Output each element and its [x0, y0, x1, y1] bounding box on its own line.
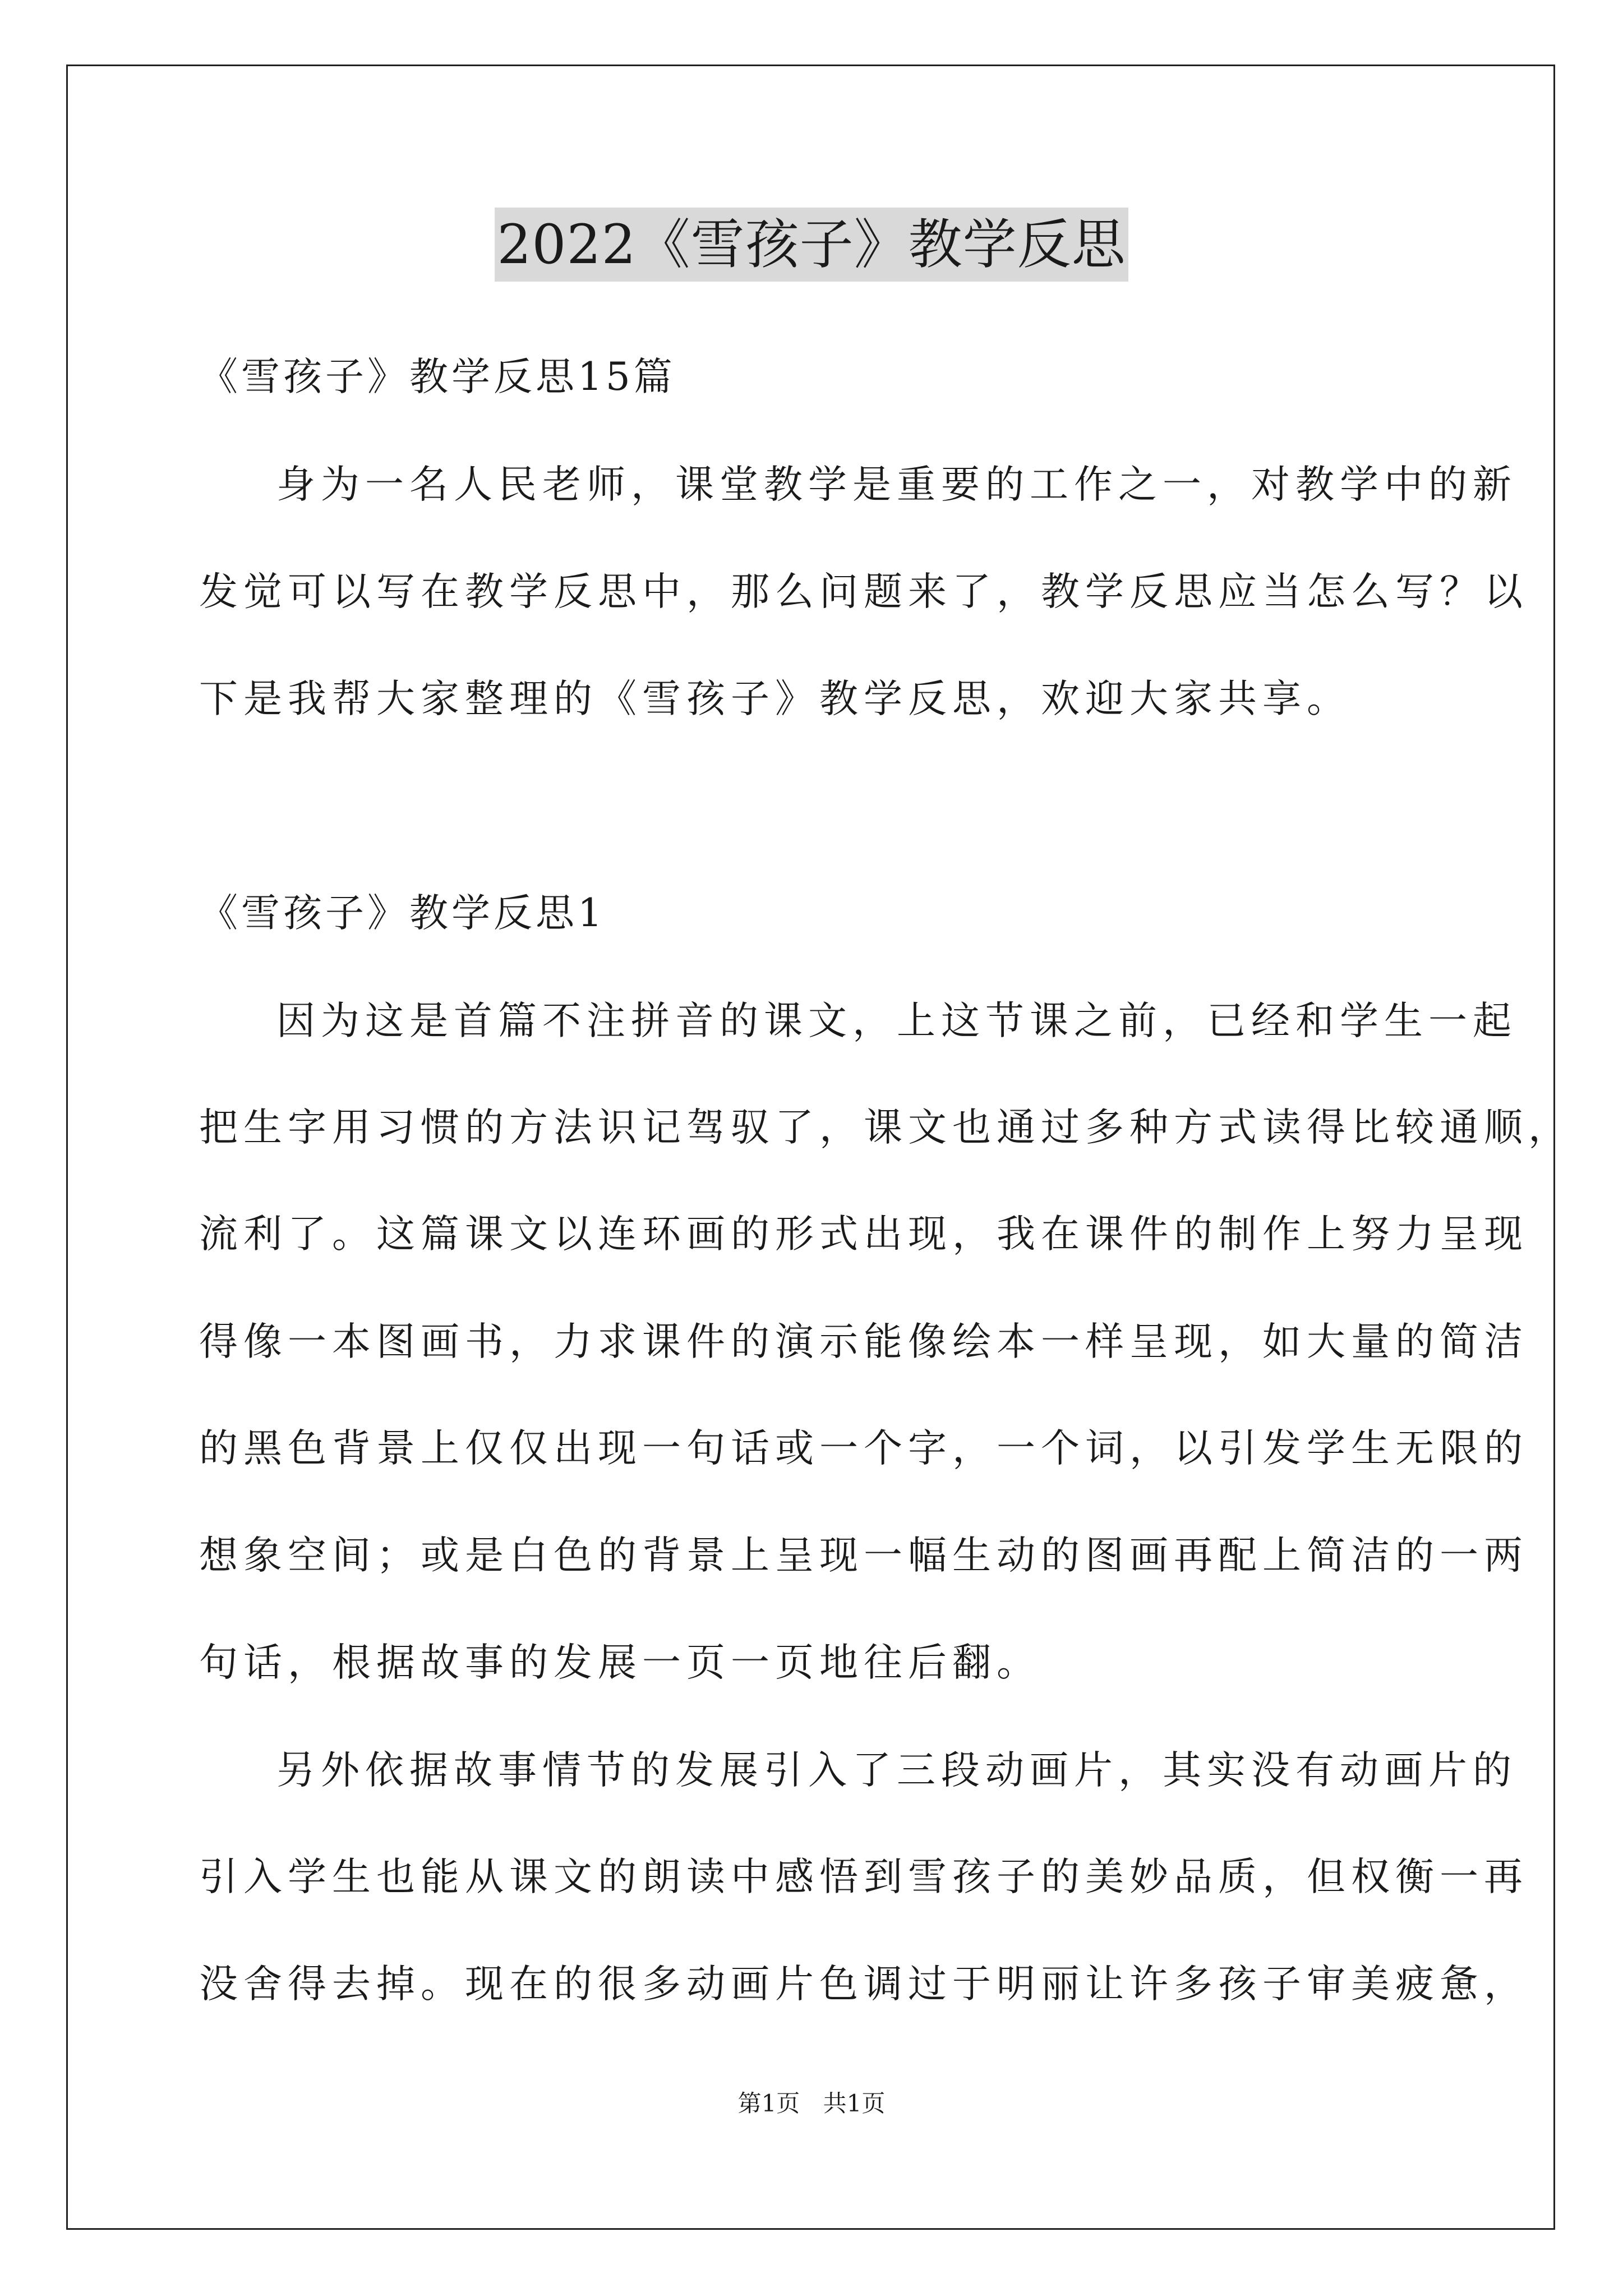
paragraph1-line: 因为这是首篇不注拼音的课文，上这节课之前，已经和学生一起	[276, 999, 1517, 1043]
paragraph2-line: 另外依据故事情节的发展引入了三段动画片，其实没有动画片的	[276, 1748, 1517, 1793]
paragraph1-line: 句话，根据故事的发展一页一页地往后翻。	[199, 1640, 1041, 1685]
paragraph1-line: 流利了。这篇课文以连环画的形式出现，我在课件的制作上努力呈现	[199, 1212, 1528, 1257]
intro-line: 下是我帮大家整理的《雪孩子》教学反思，欢迎大家共享。	[199, 677, 1351, 721]
section-heading: 《雪孩子》教学反思1	[199, 891, 606, 936]
paragraph2-line: 引入学生也能从课文的朗读中感悟到雪孩子的美妙品质，但权衡一再	[199, 1855, 1528, 1899]
page-total: 共1页	[823, 2090, 886, 2117]
title-container	[0, 208, 1623, 282]
paragraph1-line: 得像一本图画书，力求课件的演示能像绘本一样呈现，如大量的简洁	[199, 1319, 1528, 1364]
page-footer	[0, 2088, 1623, 2119]
document-title: 2022《雪孩子》教学反思	[495, 208, 1128, 282]
page-number: 第1页	[737, 2090, 800, 2117]
paragraph1-line: 想象空间；或是白色的背景上呈现一幅生动的图画再配上简洁的一两	[199, 1533, 1528, 1578]
intro-line: 发觉可以写在教学反思中，那么问题来了，教学反思应当怎么写？以	[199, 569, 1528, 614]
paragraph1-line: 把生字用习惯的方法识记驾驭了，课文也通过多种方式读得比较通顺，	[199, 1105, 1573, 1150]
intro-line: 身为一名人民老师，课堂教学是重要的工作之一，对教学中的新	[276, 462, 1517, 507]
document-subtitle: 《雪孩子》教学反思15篇	[199, 355, 676, 399]
paragraph2-line: 没舍得去掉。现在的很多动画片色调过于明丽让许多孩子审美疲惫，	[199, 1962, 1528, 2007]
paragraph1-line: 的黑色背景上仅仅出现一句话或一个字，一个词，以引发学生无限的	[199, 1426, 1528, 1471]
